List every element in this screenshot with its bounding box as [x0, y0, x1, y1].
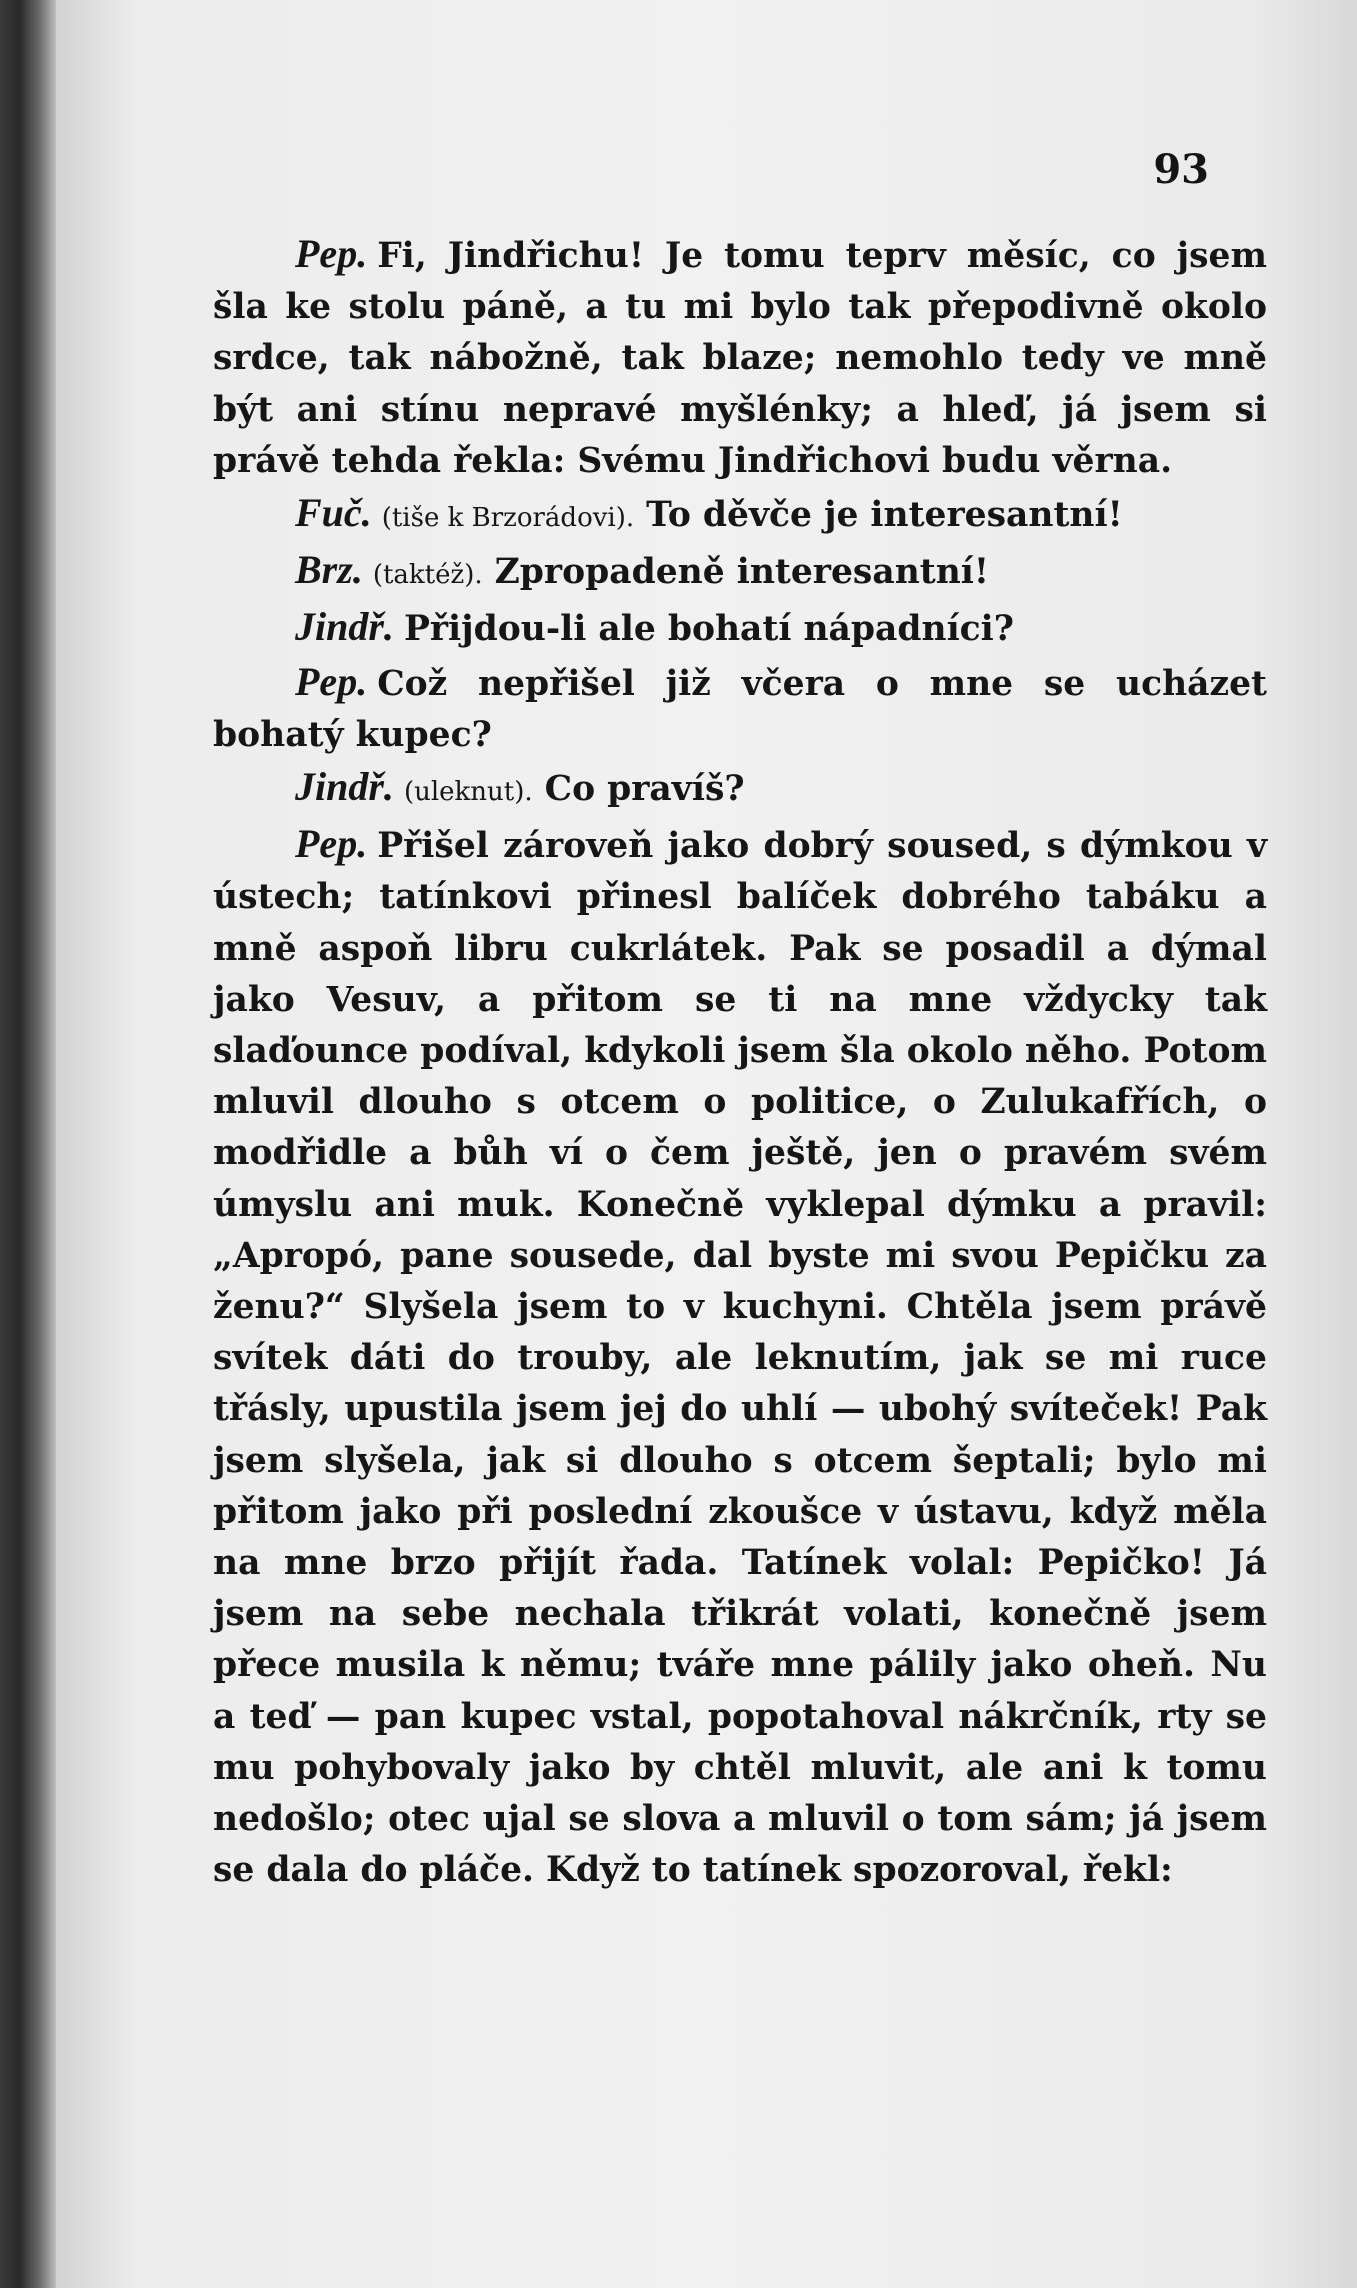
- paragraph: [213, 487, 1267, 544]
- paragraph: [213, 544, 1267, 601]
- book-page: [56, 0, 1357, 2288]
- dialogue-text: Fi, Jindřichu! Je tomu teprv měsíc, co jsem šla ke stolu páně, a tu mi bylo tak přepodivně okolo srdce, tak nábožně, tak blaze; nemohlo tedy ve mně být ani stínu nepravé myšlénky; a hleď, já jsem si právě tehda řekla: Svému Jindřichovi budu věrna.: [213, 236, 1267, 481]
- stage-direction: (tiše k Brzorádovi).: [381, 503, 635, 534]
- speaker: Jindř.: [295, 764, 394, 810]
- stage-direction: (uleknut).: [403, 777, 533, 808]
- paragraph: [213, 761, 1267, 818]
- dialogue-text: Přijdou-li ale bohatí nápadníci?: [403, 609, 1015, 650]
- dialogue-text: Co pravíš?: [544, 769, 745, 810]
- dialogue-text: Přišel zároveň jako dobrý soused, s dýmkou v ústech; tatínkovi přinesl balíček dobrého tabáku a mně aspoň libru cukrlátek. Pak se posadil a dýmal jako Vesuv, a přitom se ti na mne vždycky tak slaďounce podíval, kdykoli jsem šla okolo něho. Potom mluvil dlouho s otcem o politice, o Zulukafřích, o modřidle a bůh ví o čem ještě, jen o pravém svém úmyslu ani muk. Konečně vyklepal dýmku a pravil: „Apropó, pane sousede, dal byste mi svou Pepičku za ženu?“ Slyšela jsem to v kuchyni. Chtěla jsem právě svítek dáti do trouby, ale leknutím, jak se mi ruce třásly, upustila jsem jej do uhlí — ubohý svíteček! Pak jsem slyšela, jak si dlouho s otcem šeptali; bylo mi přitom jako při poslední zkoušce v ústavu, když měla na mne brzo přijít řada. Tatínek volal: Pepičko! Já jsem na sebe nechala třikrát volati, konečně jsem přece musila k němu; tváře mne pálily jako oheň. Nu a teď — pan kupec vstal, popotahoval nákrčník, rty se mu pohybovaly jako by chtěl mluvit, ale ani k tomu nedošlo; otec ujal se slova a mluvil o tom sám; já jsem se dala do pláče. Když to tatínek spozoroval, řekl:: [213, 826, 1267, 1891]
- paragraph: [213, 228, 1267, 487]
- speaker: Brz.: [295, 547, 363, 593]
- stage-direction: (taktéž).: [372, 560, 483, 591]
- paragraph: [213, 818, 1267, 1896]
- speaker: Pep.: [295, 231, 368, 276]
- book-spine-shadow: [0, 0, 56, 2288]
- dialogue-text: To děvče je interesantní!: [646, 495, 1123, 536]
- speaker: Pep.: [295, 821, 368, 867]
- speaker: Jindř.: [295, 604, 394, 650]
- page-number: 93: [1153, 146, 1209, 193]
- speaker: Fuč.: [295, 490, 372, 536]
- paragraph: [213, 601, 1267, 655]
- dialogue-text: Zpropadeně interesantní!: [494, 552, 990, 593]
- speaker: Pep.: [295, 658, 368, 704]
- paragraph: [213, 656, 1267, 761]
- dialogue-text: Což nepřišel již včera o mne se ucházet bohatý kupec?: [213, 663, 1267, 755]
- page-text: [213, 228, 1267, 1897]
